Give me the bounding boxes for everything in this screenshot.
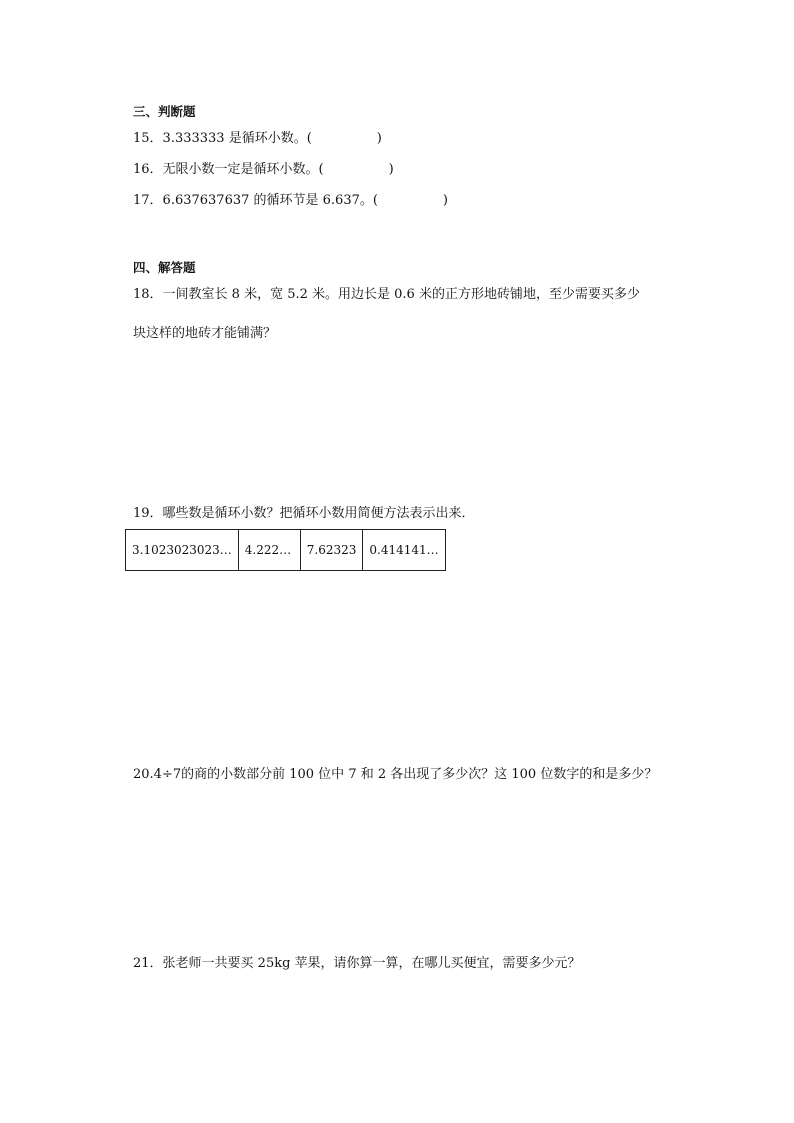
question-15: 15．3.333333 是循环小数。( ) [133, 131, 382, 146]
question-19: 19．哪些数是循环小数？把循环小数用简便方法表示出来． [133, 506, 475, 521]
question-21: 21．张老师一共要买 25kg 苹果，请你算一算，在哪儿买便宜，需要多少元？ [133, 956, 581, 971]
table-cell: 0.414141… [363, 530, 446, 571]
question-19-number-table [125, 529, 446, 571]
question-18-line-2: 块这样的地砖才能铺满？ [133, 326, 277, 341]
question-18-line-1: 18．一间教室长 8 米，宽 5.2 米。用边长是 0.6 米的正方形地砖铺地，至少需要买多少 [133, 287, 640, 302]
question-17: 17．6.637637637 的循环节是 6.637。( ) [133, 193, 449, 208]
table-row [126, 530, 446, 571]
table-cell: 4.222… [238, 530, 300, 571]
question-20: 20.4÷7的商的小数部分前 100 位中 7 和 2 各出现了多少次？这 100 位数字的和是多少？ [133, 767, 658, 782]
section-3-heading: 三、判断题 [133, 104, 196, 119]
table-cell: 7.62323 [300, 530, 363, 571]
table-cell: 3.1023023023… [126, 530, 239, 571]
section-4-heading: 四、解答题 [133, 260, 196, 275]
question-16: 16．无限小数一定是循环小数。( ) [133, 162, 394, 177]
